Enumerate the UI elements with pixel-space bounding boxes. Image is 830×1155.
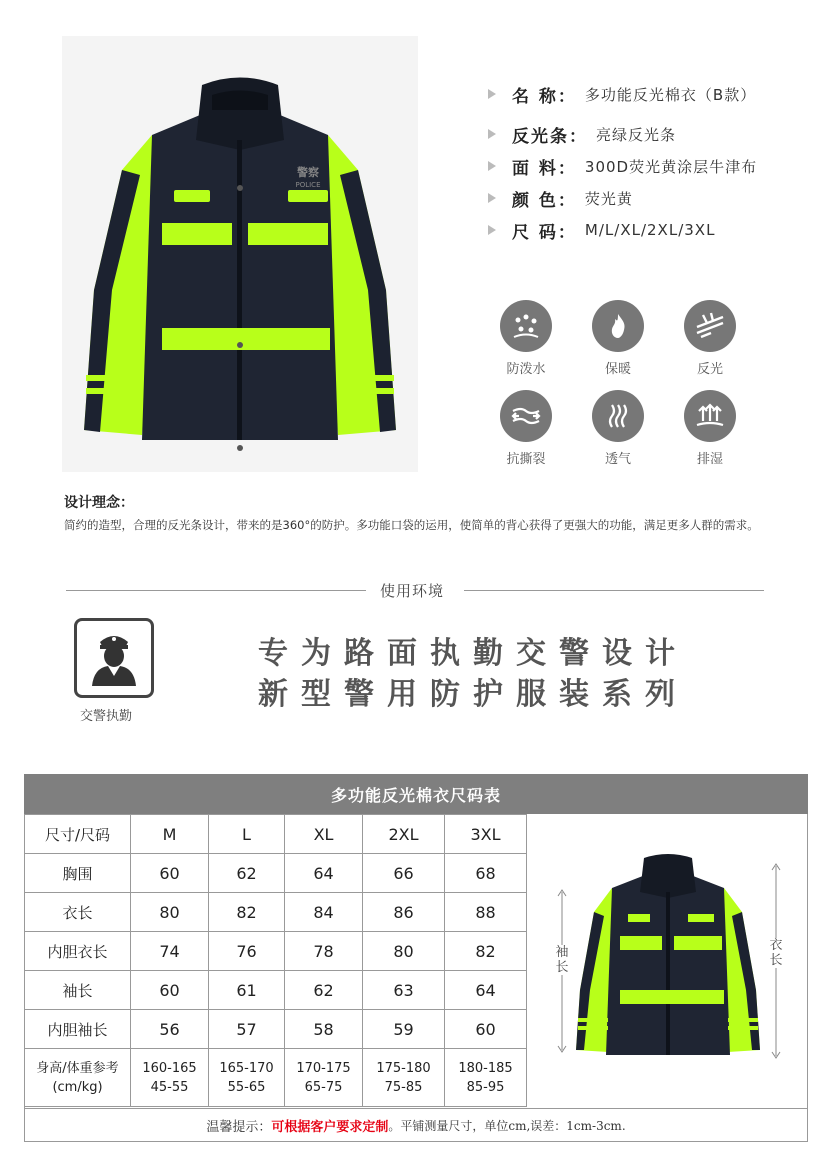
spec-key: 名 称：	[512, 86, 577, 107]
spec-key: 颜 色：	[512, 190, 577, 211]
feature-water-repellent	[486, 300, 566, 377]
feature-label: 透气	[604, 452, 631, 467]
divider-right	[464, 590, 764, 591]
table-cell: 57	[209, 1010, 285, 1049]
table-row-reference	[25, 1049, 527, 1107]
table-cell: 84	[285, 893, 363, 932]
spec-key: 面 料：	[512, 158, 577, 179]
table-cell: 82	[209, 893, 285, 932]
flame-icon	[592, 300, 644, 352]
header-cell: 2XL	[363, 815, 445, 854]
feature-reflective	[670, 300, 750, 377]
spec-row-size	[488, 218, 715, 242]
ref-height: 160-165	[142, 1060, 197, 1076]
feature-breathable	[578, 390, 658, 467]
feature-label: 抗撕裂	[506, 452, 546, 467]
size-tip	[24, 1108, 808, 1142]
ref-height: 165-170	[219, 1060, 274, 1076]
table-cell: 64	[285, 854, 363, 893]
table-cell	[209, 1049, 285, 1107]
table-cell: 86	[363, 893, 445, 932]
bullet-triangle-icon	[488, 225, 496, 235]
spec-value: 荧光黄	[584, 189, 633, 208]
size-table	[24, 814, 527, 1107]
table-cell: 63	[363, 971, 445, 1010]
tip-prefix: 温馨提示：	[206, 1120, 272, 1135]
table-row	[25, 971, 527, 1010]
table-cell: 80	[131, 893, 209, 932]
table-cell: 60	[445, 1010, 527, 1049]
jacket-measurement-diagram	[550, 850, 800, 1070]
table-cell: 76	[209, 932, 285, 971]
sleeve-length-label: 袖长	[555, 945, 569, 975]
ref-weight: 65-75	[304, 1079, 343, 1095]
table-cell: 58	[285, 1010, 363, 1049]
ref-height: 180-185	[458, 1060, 513, 1076]
header-cell: XL	[285, 815, 363, 854]
table-row	[25, 854, 527, 893]
badge-en-text: POLICE	[295, 181, 321, 189]
table-cell: 80	[363, 932, 445, 971]
table-cell: 60	[131, 854, 209, 893]
spec-value: 300D荧光黄涂层牛津布	[584, 157, 758, 176]
tip-suffix: 。平铺测量尺寸，单位cm,误差：1cm-3cm.	[388, 1119, 626, 1133]
table-row	[25, 1010, 527, 1049]
table-cell: 59	[363, 1010, 445, 1049]
row-label: 衣长	[25, 893, 131, 932]
slogan-line-1: 专为路面执勤交警设计	[258, 636, 688, 671]
traffic-police-icon	[86, 628, 142, 688]
ref-weight: 85-95	[466, 1079, 505, 1095]
table-cell: 78	[285, 932, 363, 971]
table-cell: 74	[131, 932, 209, 971]
feature-tear-resistant	[486, 390, 566, 467]
feature-warm	[578, 300, 658, 377]
ref-height: 175-180	[376, 1060, 431, 1076]
spec-value: 多功能反光棉衣（B款）	[584, 85, 757, 104]
table-cell: 62	[285, 971, 363, 1010]
header-cell: 3XL	[445, 815, 527, 854]
divider-left	[66, 590, 366, 591]
water-drops-icon	[500, 300, 552, 352]
table-cell: 56	[131, 1010, 209, 1049]
table-cell: 68	[445, 854, 527, 893]
tip-highlight: 可根据客户要求定制	[271, 1120, 389, 1135]
ref-height: 170-175	[296, 1060, 351, 1076]
moisture-wicking-icon	[684, 390, 736, 442]
bullet-triangle-icon	[488, 129, 496, 139]
environment-title: 使用环境	[380, 582, 445, 600]
bullet-triangle-icon	[488, 89, 496, 99]
spec-row-color	[488, 186, 633, 210]
ref-label-line1: 身高/体重参考	[36, 1060, 119, 1076]
feature-moisture-wicking	[670, 390, 750, 467]
spec-row-fabric	[488, 154, 757, 178]
ref-weight: 55-65	[227, 1079, 266, 1095]
row-label	[25, 1049, 131, 1107]
spec-row-name	[488, 82, 756, 106]
concept-text: 简约的造型，合理的反光条设计，带来的是360°的防护。多功能口袋的运用，使简单的背心获得了更强大的功能，满足更多人群的需求。	[64, 518, 759, 532]
bullet-triangle-icon	[488, 161, 496, 171]
table-header-row	[25, 815, 527, 854]
table-cell	[363, 1049, 445, 1107]
spec-row-reflective	[488, 122, 676, 146]
feature-label: 保暖	[604, 362, 631, 377]
scene-label: 交警执勤	[80, 709, 133, 724]
table-cell	[445, 1049, 527, 1107]
spec-key: 尺 码：	[512, 222, 577, 243]
feature-label: 防泼水	[506, 362, 546, 377]
table-cell: 61	[209, 971, 285, 1010]
feature-label: 反光	[696, 362, 723, 377]
ref-label-line2: (cm/kg)	[52, 1079, 103, 1095]
body-length-label: 衣长	[769, 938, 783, 968]
traffic-police-icon-box	[74, 618, 154, 698]
ref-weight: 45-55	[150, 1079, 189, 1095]
slogan-line-2: 新型警用防护服装系列	[258, 677, 688, 712]
spec-key: 反光条：	[512, 126, 588, 147]
table-cell: 88	[445, 893, 527, 932]
tear-resistant-icon	[500, 390, 552, 442]
bullet-triangle-icon	[488, 193, 496, 203]
table-cell: 82	[445, 932, 527, 971]
spec-value: M/L/XL/2XL/3XL	[584, 221, 716, 239]
table-row	[25, 932, 527, 971]
row-label: 袖长	[25, 971, 131, 1010]
table-cell: 64	[445, 971, 527, 1010]
row-label: 胸围	[25, 854, 131, 893]
table-cell: 60	[131, 971, 209, 1010]
table-cell: 66	[363, 854, 445, 893]
header-cell: M	[131, 815, 209, 854]
spec-value: 亮绿反光条	[596, 125, 677, 144]
table-cell	[285, 1049, 363, 1107]
badge-cn-text: 警察	[297, 166, 319, 179]
size-table-title: 多功能反光棉衣尺码表	[24, 774, 808, 814]
feature-label: 排湿	[696, 452, 723, 467]
jacket-photo	[62, 40, 418, 470]
table-cell	[131, 1049, 209, 1107]
row-label: 内胆袖长	[25, 1010, 131, 1049]
reflective-icon	[684, 300, 736, 352]
breathable-icon	[592, 390, 644, 442]
header-cell: 尺寸/尺码	[25, 815, 131, 854]
concept-title: 设计理念：	[64, 495, 134, 511]
table-row	[25, 893, 527, 932]
row-label: 内胆衣长	[25, 932, 131, 971]
header-cell: L	[209, 815, 285, 854]
table-cell: 62	[209, 854, 285, 893]
ref-weight: 75-85	[384, 1079, 423, 1095]
